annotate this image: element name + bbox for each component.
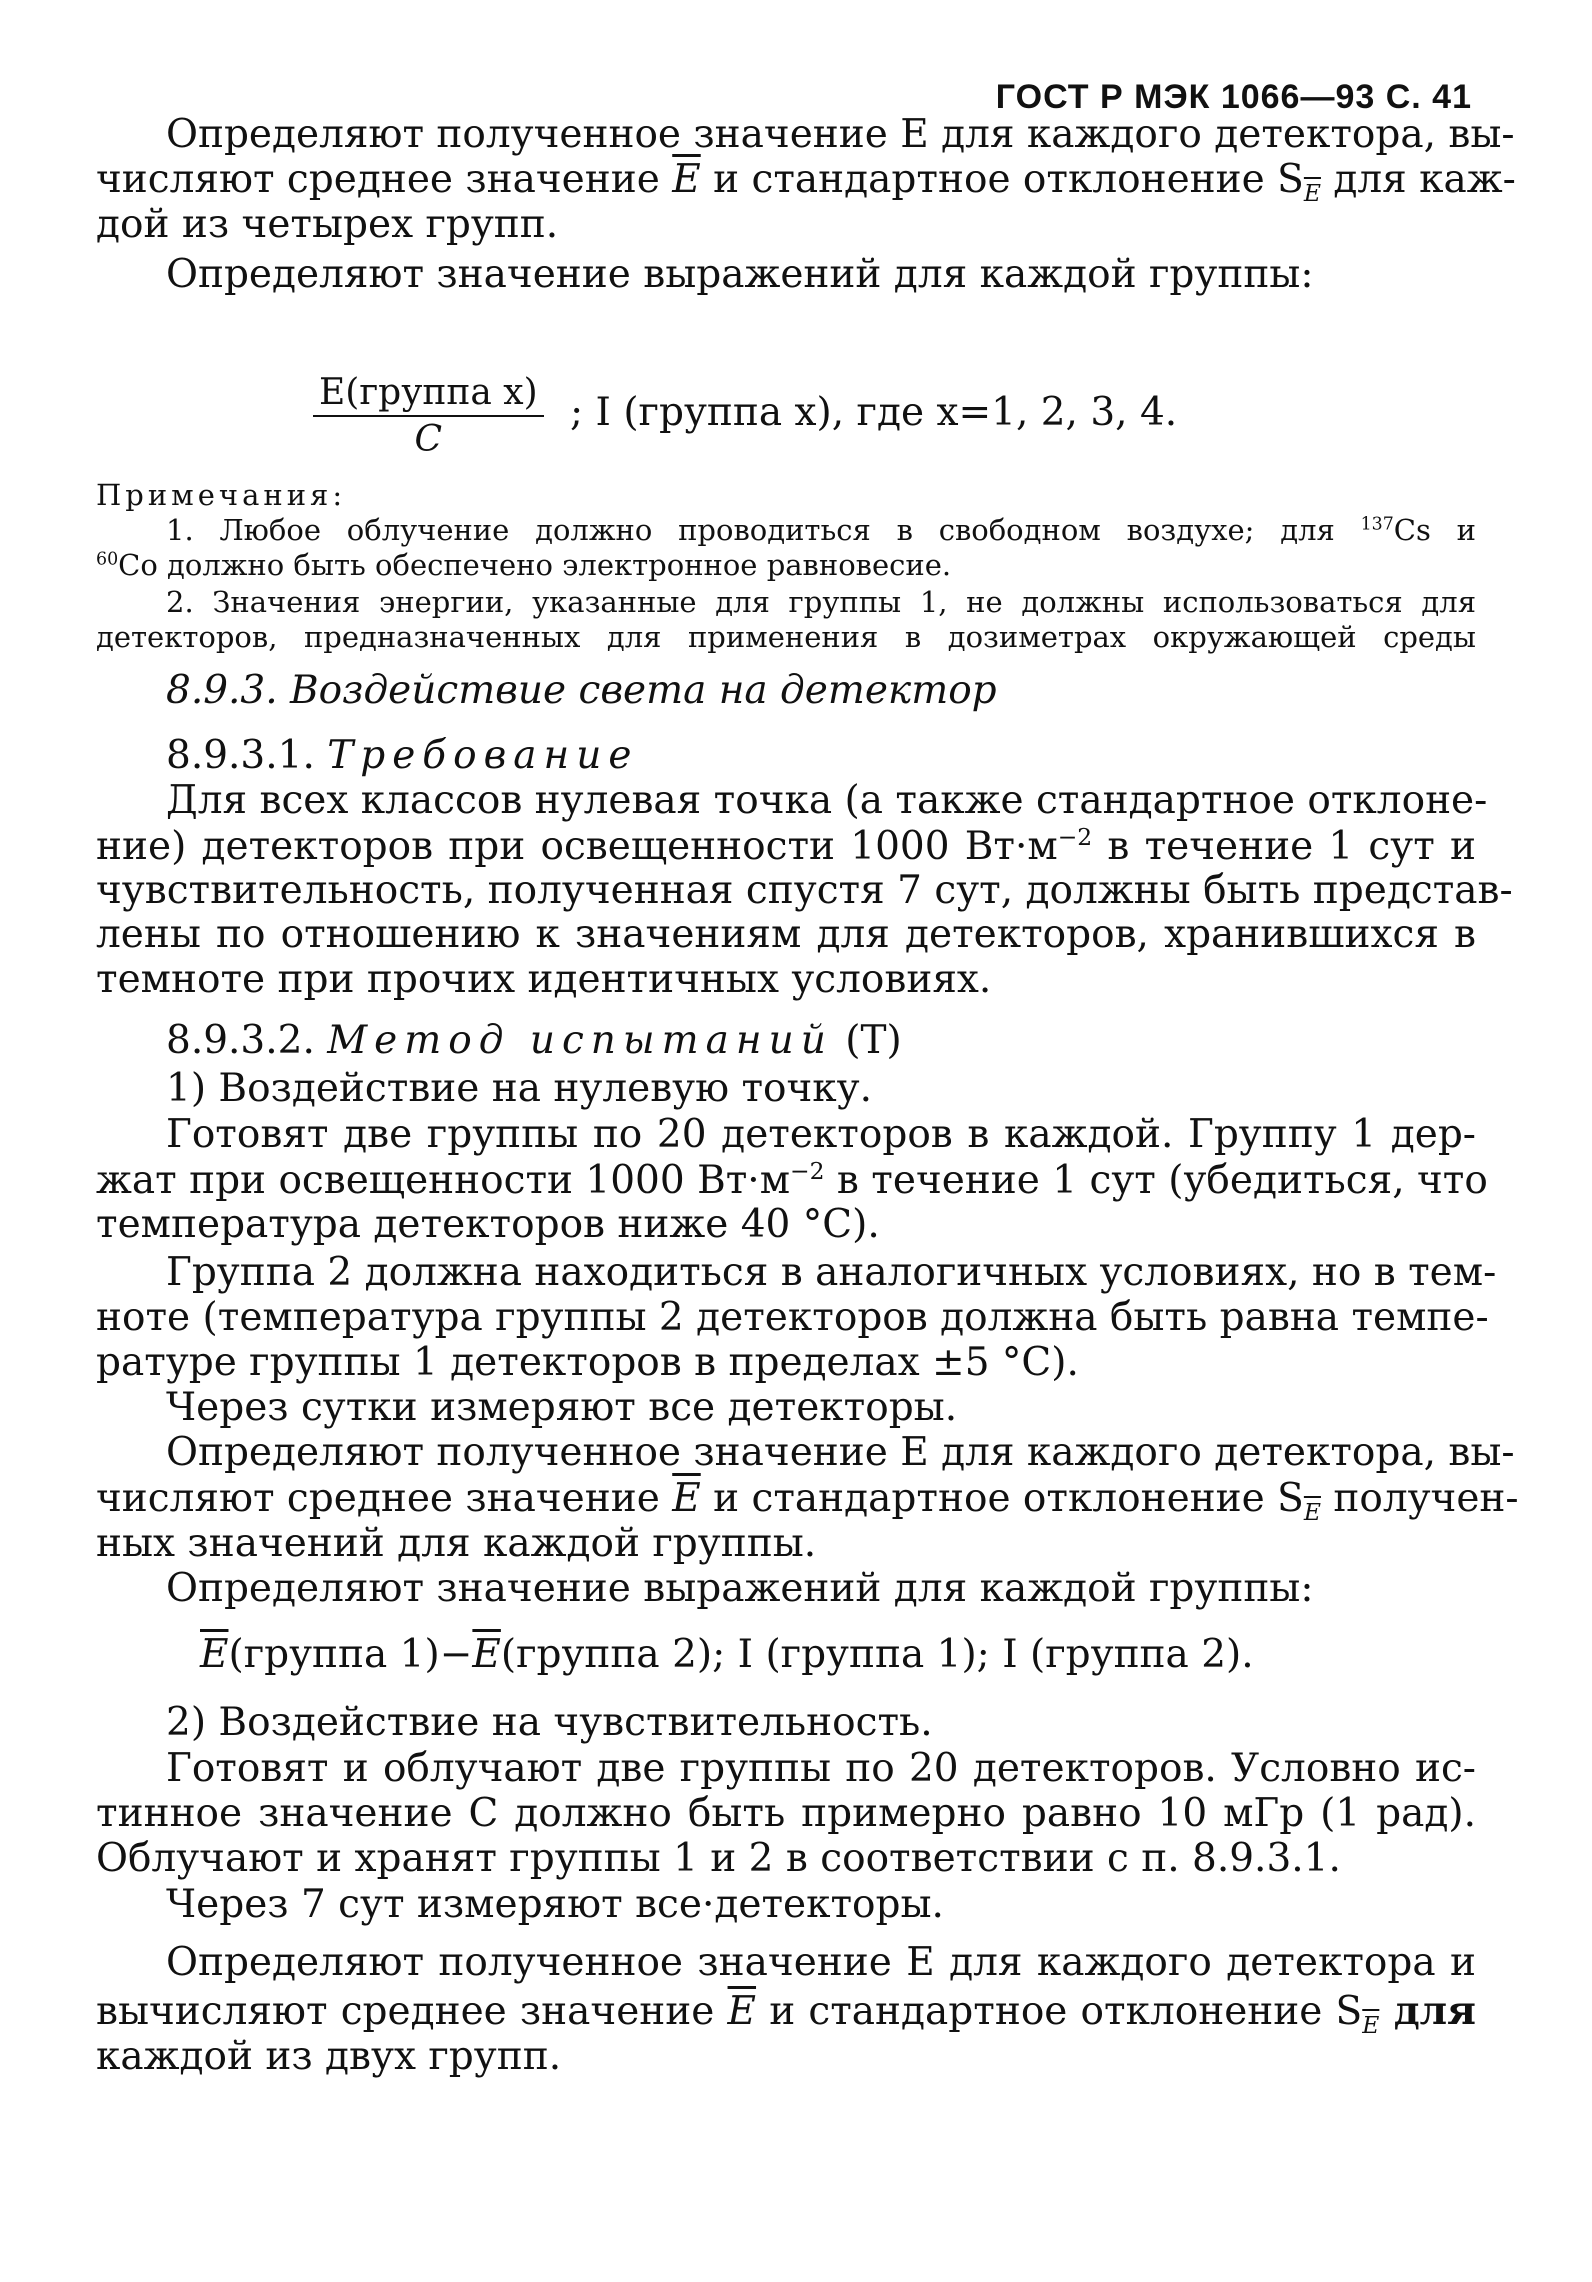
text-line: жат при освещенности 1000 $Вт\cdot м^{-2}$ в течение 1 сут (убедиться, что	[96, 1157, 1488, 1203]
text-line: числяют среднее значение $\overline{E}$ и стандартное отклонение $S_{\overline{E}}$ для каж-	[96, 157, 1516, 207]
text-line: 2) Воздействие на чувствительность.	[166, 1700, 933, 1745]
note-line: детекторов, предназначенных для применения в дозиметрах окружающей среды	[96, 620, 1476, 654]
text-line: Готовят и облучают две группы по 20 детекторов. Условно ис-	[166, 1746, 1476, 1791]
text-line: Определяют значение выражений для каждой группы:	[166, 252, 1314, 297]
subsection-heading: 8.9.3.2. Метод испытаний (Т)	[166, 1018, 902, 1063]
note-line: $^{60}$Co должно быть обеспечено электронное равновесие.	[96, 548, 952, 582]
text-line: 1) Воздействие на нулевую точку.	[166, 1066, 873, 1111]
text-line: Определяют полученное значение E для каждого детектора, вы-	[166, 1430, 1515, 1475]
note-line: 1. Любое облучение должно проводиться в свободном воздухе; для $^{137}$Cs и	[166, 513, 1476, 547]
text-line: Через 7 сут измеряют все·детекторы.	[166, 1882, 944, 1927]
text-line: Облучают и хранят группы 1 и 2 в соответствии с п. 8.9.3.1.	[96, 1836, 1341, 1881]
fraction-formula	[313, 372, 544, 460]
text-line: тинное значение C должно быть примерно равно 10 мГр (1 рад).	[96, 1791, 1476, 1836]
text-line: ратуре группы 1 детекторов в пределах ±5 °С).	[96, 1340, 1079, 1385]
text-line: дой из четырех групп.	[96, 202, 559, 247]
text-line: ных значений для каждой группы.	[96, 1521, 817, 1566]
page-header: ГОСТ Р МЭК 1066—93 С. 41	[995, 78, 1472, 116]
formula-rest: ; I (группа x), где x=1, 2, 3, 4.	[570, 390, 1178, 435]
text-line: Группа 2 должна находиться в аналогичных условиях, но в тем-	[166, 1250, 1497, 1295]
note-line: 2. Значения энергии, указанные для группы 1, не должны использоваться для	[166, 585, 1476, 619]
text-line: Для всех классов нулевая точка (а также стандартное отклоне-	[166, 778, 1488, 823]
text-line: темноте при прочих идентичных условиях.	[96, 957, 992, 1002]
text-line: чувствительность, полученная спустя 7 сут, должны быть представ-	[96, 868, 1513, 913]
mean-symbol: $\overline{E}$	[672, 157, 701, 202]
subsection-heading: 8.9.3.1. Требование	[166, 733, 639, 778]
text-line: Через сутки измеряют все детекторы.	[166, 1385, 958, 1430]
text-line: Готовят две группы по 20 детекторов в каждой. Группу 1 дер-	[166, 1112, 1476, 1157]
section-heading: 8.9.3. Воздействие света на детектор	[166, 668, 997, 713]
notes-title: Примечания:	[96, 478, 347, 512]
text-line: Определяют полученное значение E для каждого детектора и	[166, 1940, 1476, 1985]
fraction-denominator: C	[414, 419, 443, 460]
formula-line: $\overline{E}(группа$ $1)-\overline{E}(группа$ 2); I (группа 1); I (группа 2).	[200, 1632, 1254, 1677]
text-line: Определяют значение выражений для каждой группы:	[166, 1566, 1314, 1611]
fraction-numerator: E(группа x)	[313, 372, 544, 417]
text-line: лены по отношению к значениям для детекторов, хранившихся в	[96, 912, 1476, 957]
text-line: ноте (температура группы 2 детекторов должна быть равна темпе-	[96, 1295, 1489, 1340]
text-line: числяют среднее значение $\overline{E}$ и стандартное отклонение $S_{\overline{E}}$ получен-	[96, 1476, 1519, 1526]
text-line: вычисляют среднее значение $\overline{E}$ и стандартное отклонение $S_{\overline{E}}$ для	[96, 1988, 1476, 2039]
text-line: Определяют полученное значение E для каждого детектора, вы-	[166, 112, 1515, 157]
text-line: ние) детекторов при освещенности 1000 $Вт\cdot м^{-2}$ в течение 1 сут и	[96, 823, 1476, 869]
text-line: каждой из двух групп.	[96, 2034, 562, 2079]
text-line: температура детекторов ниже 40 °С).	[96, 1202, 880, 1247]
